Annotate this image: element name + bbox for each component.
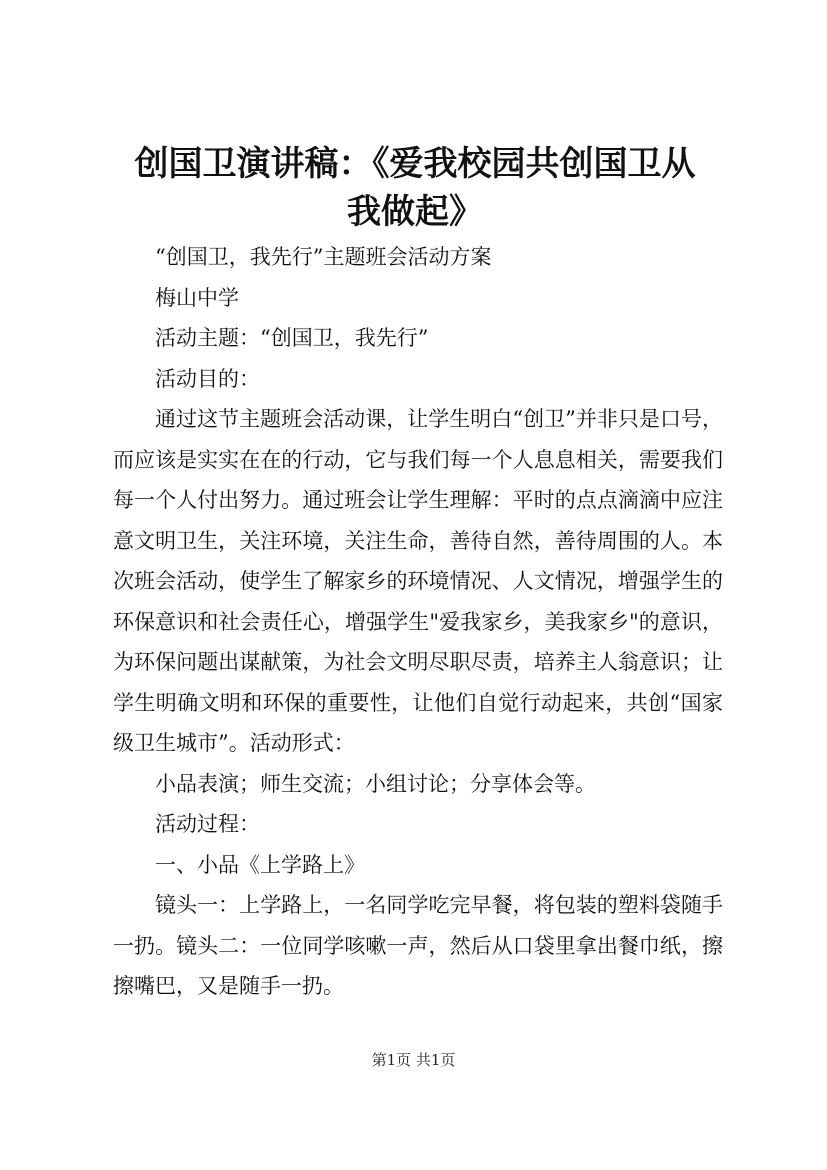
- document-body: [113, 237, 723, 1007]
- page-footer: [0, 1050, 827, 1070]
- paragraph-school: 梅山中学: [155, 285, 239, 310]
- paragraph-skit-heading: 一、小品《上学路上》: [155, 852, 365, 877]
- paragraph-purpose-label: 活动目的：: [155, 366, 260, 391]
- paragraph-skit-scenes: 镜头一：上学路上，一名同学吃完早餐，将包装的塑料袋随手一扔。镜头二：一位同学咳嗽一声，然后从口袋里拿出餐巾纸，擦擦嘴巴，又是随手一扔。: [113, 893, 723, 998]
- paragraph-activity-form: 小品表演；师生交流；小组讨论；分享体会等。: [155, 771, 596, 796]
- page-number: 第1页 共1页: [371, 1051, 456, 1069]
- paragraph-plan-heading: “创国卫，我先行”主题班会活动方案: [155, 245, 492, 269]
- paragraph-process-label: 活动过程：: [155, 812, 260, 836]
- paragraph-theme: 活动主题：“创国卫，我先行”: [155, 326, 429, 350]
- document-title: 创国卫演讲稿：《爱我校园共创国卫从我做起》: [134, 144, 696, 232]
- paragraph-purpose-text: 通过这节主题班会活动课，让学生明白“创卫”并非只是口号，而应该是实实在在的行动，它与我们每一个人息息相关，需要我们每一个人付出努力。通过班会让学生理解：平时的点点滴滴中应注意文明卫生，关注环境，关注生命，善待自然，善待周围的人。本次班会活动，使学生了解家乡的环境情况、人文情况，增强学生的环保意识和社会责任心，增强学生"爱我家乡，美我家乡"的意识，为环保问题出谋献策，为社会文明尽职尽责，培养主人翁意识；让学生明确文明和环保的重要性，让他们自觉行动起来，共创“国家级卫生城市”。活动形式：: [113, 407, 723, 755]
